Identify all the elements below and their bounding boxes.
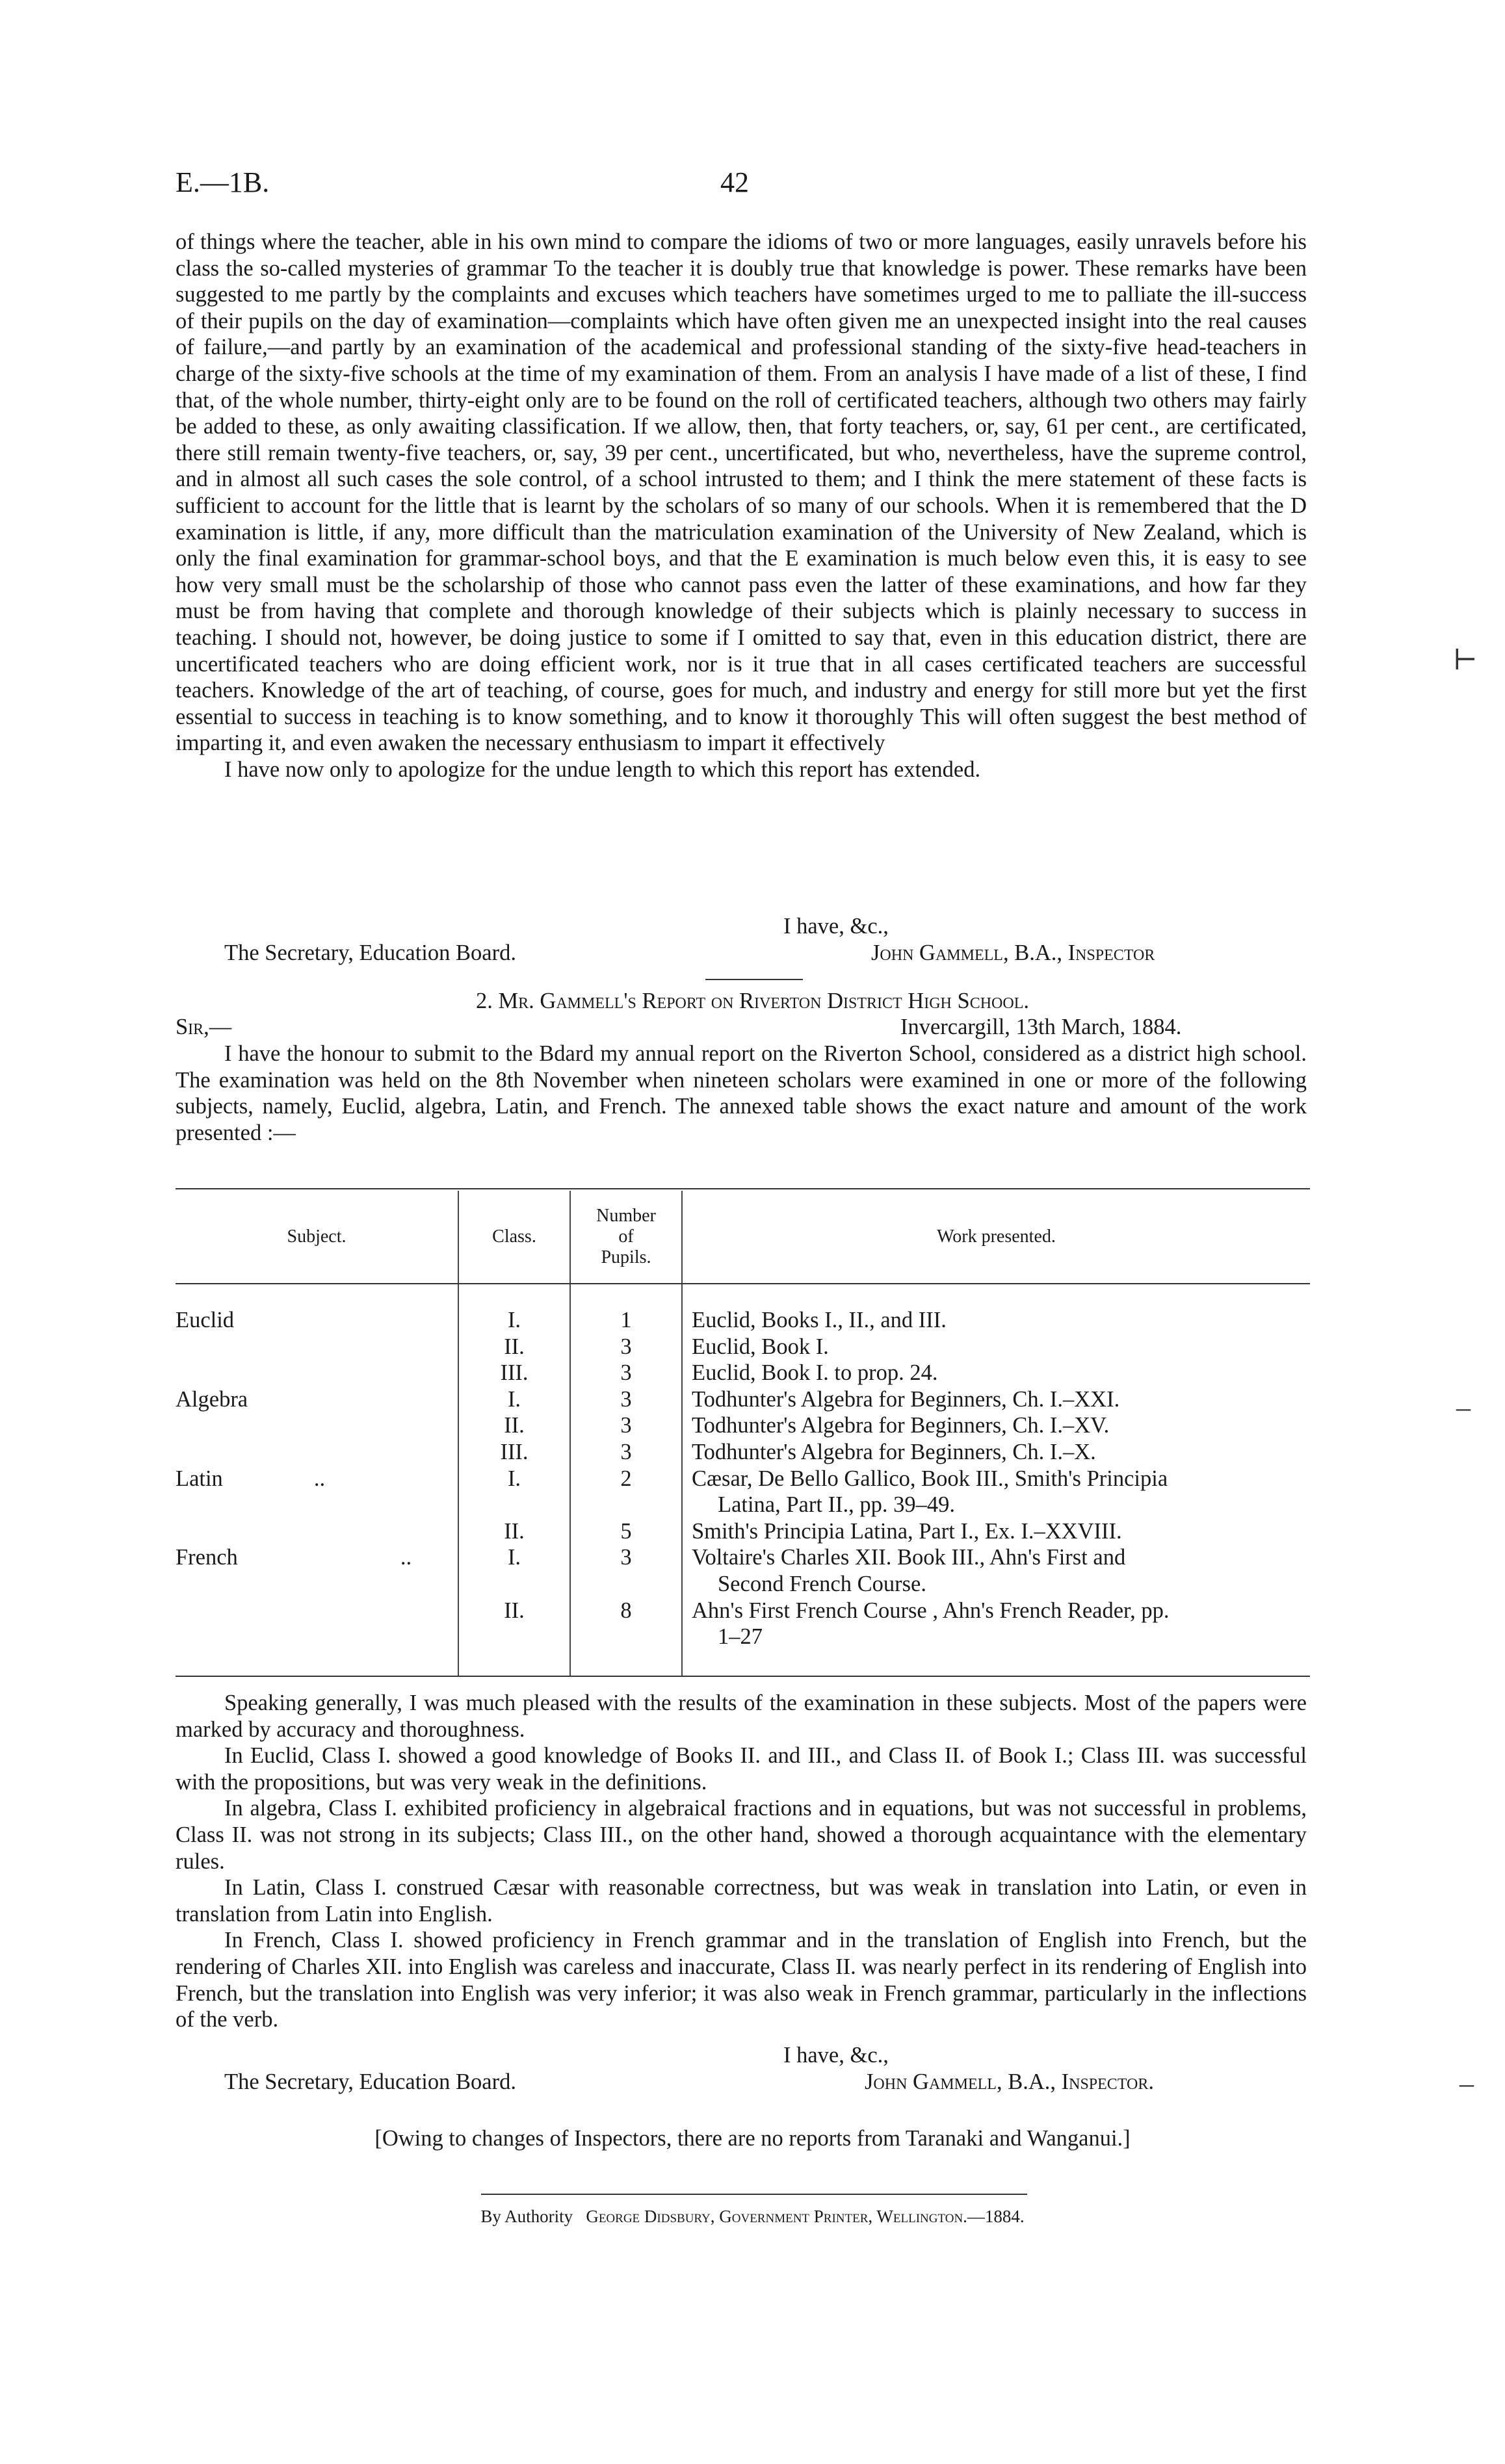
margin-mark-icon: – <box>1456 1392 1471 1423</box>
header-pupils <box>570 1191 682 1284</box>
cell-class: II. <box>458 1518 570 1545</box>
header-pupils-l2: of <box>618 1226 634 1247</box>
signatory-1: John Gammell, B.A., Inspector <box>871 940 1155 965</box>
results-block <box>176 1690 1307 2033</box>
leader-dots: .. <box>313 1466 326 1491</box>
cell-work <box>682 1598 1310 1650</box>
section-title: 2. Mr. Gammell's Report on Riverton District High School. <box>476 989 1029 1013</box>
cell-subject <box>176 1412 458 1439</box>
cell-work-line1: Ahn's First French Course , Ahn's French Reader, pp. <box>692 1598 1170 1623</box>
cell-work: Euclid, Books I., II., and III. <box>682 1307 1310 1334</box>
table-header-row <box>176 1191 1310 1284</box>
cell-subject <box>176 1360 458 1386</box>
table-row <box>176 1466 1310 1518</box>
table-row <box>176 1439 1310 1466</box>
imprint-rule <box>481 2194 1027 2195</box>
cell-subject-text: Latin <box>176 1466 223 1491</box>
series-code: E.—1B. <box>176 166 270 198</box>
header-work: Work presented. <box>682 1191 1310 1284</box>
closing-note: [Owing to changes of Inspectors, there are no reports from Taranaki and Wanganui.] <box>374 2126 1131 2151</box>
header-pupils-l1: Number <box>596 1206 656 1226</box>
place-date: Invercargill, 13th March, 1884. <box>900 1015 1182 1039</box>
cell-subject <box>176 1334 458 1360</box>
cell-work-line2: Latina, Part II., pp. 39–49. <box>718 1492 956 1518</box>
imprint-prefix: By Authority <box>480 2207 573 2226</box>
cell-class: II. <box>458 1334 570 1360</box>
cell-pupils: 3 <box>570 1439 682 1466</box>
results-paragraph: In Euclid, Class I. showed a good knowledge of Books II. and III., and Class II. of Book I.; Class III. was successful with the propositions, but was very weak in the definitions. <box>176 1743 1307 1795</box>
addressee-1: The Secretary, Education Board. <box>224 940 516 965</box>
table-row <box>176 1386 1310 1413</box>
table-top-rule <box>176 1188 1310 1189</box>
cell-work: Euclid, Book I. <box>682 1334 1310 1360</box>
cell-work <box>682 1466 1310 1518</box>
header-subject: Subject. <box>176 1191 458 1284</box>
cell-pupils: 2 <box>570 1466 682 1518</box>
cell-work: Todhunter's Algebra for Beginners, Ch. I.–X. <box>682 1439 1310 1466</box>
table-row <box>176 1412 1310 1439</box>
intro-paragraph-block <box>176 229 1307 783</box>
cell-subject <box>176 1439 458 1466</box>
addressee-2: The Secretary, Education Board. <box>224 2069 516 2094</box>
table-row <box>176 1334 1310 1360</box>
cell-subject: Algebra <box>176 1386 248 1412</box>
cell-class: III. <box>458 1439 570 1466</box>
cell-work <box>682 1544 1310 1597</box>
results-paragraph: In French, Class I. showed proficiency in French grammar and in the translation of English into French, but the rendering of Charles XII. into English was careless and inaccurate, Class II. was nearly perfect in its rendering of English into French, but the translation into English was very inferior; it was also weak in French grammar, particularly in the inflections of the verb. <box>176 1928 1307 2032</box>
divider-short <box>705 979 803 980</box>
apology-line: I have now only to apologize for the undue length to which this report has extended. <box>224 757 981 782</box>
table-row <box>176 1307 1310 1334</box>
results-paragraph: Speaking generally, I was much pleased with the results of the examination in these subjects. Most of the papers were marked by accuracy and thoroughness. <box>176 1691 1307 1742</box>
cell-work-line1: Voltaire's Charles XII. Book III., Ahn's First and <box>692 1545 1126 1570</box>
cell-pupils: 3 <box>570 1360 682 1386</box>
table-row <box>176 1360 1310 1386</box>
cell-subject <box>176 1466 458 1518</box>
table-row <box>176 1598 1310 1650</box>
cell-pupils: 8 <box>570 1598 682 1650</box>
cell-pupils: 3 <box>570 1386 682 1413</box>
cell-class: I. <box>458 1386 570 1413</box>
cell-class: I. <box>458 1466 570 1518</box>
cell-work: Smith's Principia Latina, Part I., Ex. I.–XXVIII. <box>682 1518 1310 1545</box>
salutation: Sir,— <box>176 1015 232 1039</box>
imprint-printer: George Didsbury, Government Printer, Wellington.—1884. <box>586 2207 1025 2226</box>
cell-work: Todhunter's Algebra for Beginners, Ch. I.–XV. <box>682 1412 1310 1439</box>
margin-mark-icon: ‒ <box>1459 2068 1474 2099</box>
cell-work: Todhunter's Algebra for Beginners, Ch. I.–XXI. <box>682 1386 1310 1413</box>
cell-work-line2: 1–27 <box>718 1624 763 1650</box>
report-intro: I have the honour to submit to the Bdard my annual report on the Riverton School, considered as a district high school. The examination was held on the 8th November when nineteen scholars were examined in one or more of the following subjects, namely, Euclid, algebra, Latin, and French. The annexed table shows the exact nature and amount of the work presented :— <box>176 1041 1307 1145</box>
intro-paragraph: of things where the teacher, able in his own mind to compare the idioms of two or more languages, easily unravels before his class the so-called mysteries of grammar To the teacher it is doubly true that knowledge is power. These remarks have been suggested to me partly by the complaints and excuses which teachers have sometimes urged to me to palliate the ill-success of their pupils on the day of examination—complaints which have often given me an unexpected insight into the real causes of failure,—and partly by an examination of the academical and professional standing of the sixty-five head-teachers in charge of the sixty-five schools at the time of my examination of them. From an analysis I have made of a list of these, I find that, of the whole number, thirty-eight only are to be found on the roll of certificated teachers, although two others may fairly be added to these, as only awaiting classification. If we allow, then, that forty teachers, or, say, 61 per cent., are certificated, there still remain twenty-five teachers, or, say, 39 per cent., uncertificated, but who, nevertheless, have the supreme control, and in almost all such cases the sole control, of a school intrusted to them; and I think the mere statement of these facts is sufficient to account for the little that is learnt by the scholars of so many of our schools. When it is remembered that the D examination is little, if any, more difficult than the matriculation examination of the University of New Zealand, which is only the final examination for grammar-school boys, and that the E examination is much below even this, it is easy to see how very small must be the scholarship of those who cannot pass even the latter of these examinations, and how far they must be from having that complete and thorough knowledge of their subjects which is plainly necessary to success in teaching. I should not, however, be doing justice to some if I omitted to say that, even in this education district, there are uncertificated teachers who are doing efficient work, nor is it true that in all cases certificated teachers are successful teachers. Knowledge of the art of teaching, of course, goes for much, and industry and energy for still more but yet the first essential to success in teaching is to know something, and to know it thoroughly This will often suggest the best method of imparting it, and even awaken the necessary enthusiasm to impart it effectively <box>176 229 1307 756</box>
cell-subject <box>176 1544 458 1597</box>
cell-pupils: 3 <box>570 1334 682 1360</box>
closing-2: I have, &c., <box>783 2043 889 2068</box>
report-intro-block <box>176 1041 1307 1146</box>
cell-class: II. <box>458 1598 570 1650</box>
imprint <box>0 2207 1505 2227</box>
page-number: 42 <box>720 166 749 198</box>
cell-subject: Euclid <box>176 1308 235 1332</box>
margin-mark-icon: ⊢ <box>1453 644 1478 676</box>
cell-subject-text: French <box>176 1545 238 1570</box>
table-row <box>176 1518 1310 1545</box>
results-paragraph: In Latin, Class I. construed Cæsar with reasonable correctness, but was weak in translation into Latin, or even in translation from Latin into English. <box>176 1875 1307 1926</box>
header-pupils-l3: Pupils. <box>601 1247 651 1267</box>
closing-1: I have, &c., <box>783 914 889 939</box>
cell-work-line1: Cæsar, De Bello Gallico, Book III., Smith's Principia <box>692 1466 1168 1491</box>
cell-subject <box>176 1598 458 1650</box>
cell-subject <box>176 1518 458 1545</box>
cell-class: II. <box>458 1412 570 1439</box>
cell-class: I. <box>458 1544 570 1597</box>
table-row <box>176 1544 1310 1597</box>
cell-pupils: 5 <box>570 1518 682 1545</box>
cell-class: I. <box>458 1307 570 1334</box>
cell-work: Euclid, Book I. to prop. 24. <box>682 1360 1310 1386</box>
header-class: Class. <box>458 1191 570 1284</box>
cell-pupils: 3 <box>570 1544 682 1597</box>
cell-pupils: 1 <box>570 1307 682 1334</box>
cell-pupils: 3 <box>570 1412 682 1439</box>
signatory-2: John Gammell, B.A., Inspector. <box>865 2069 1155 2094</box>
cell-class: III. <box>458 1360 570 1386</box>
cell-work-line2: Second French Course. <box>718 1571 926 1596</box>
results-paragraph: In algebra, Class I. exhibited proficiency in algebraical fractions and in equations, but was not successful in problems, Class II. was not strong in its subjects; Class III., on the other hand, showed a thorough acquaintance with the elementary rules. <box>176 1796 1307 1874</box>
leader-dots: .. <box>400 1545 412 1570</box>
work-presented-table <box>176 1191 1310 1677</box>
